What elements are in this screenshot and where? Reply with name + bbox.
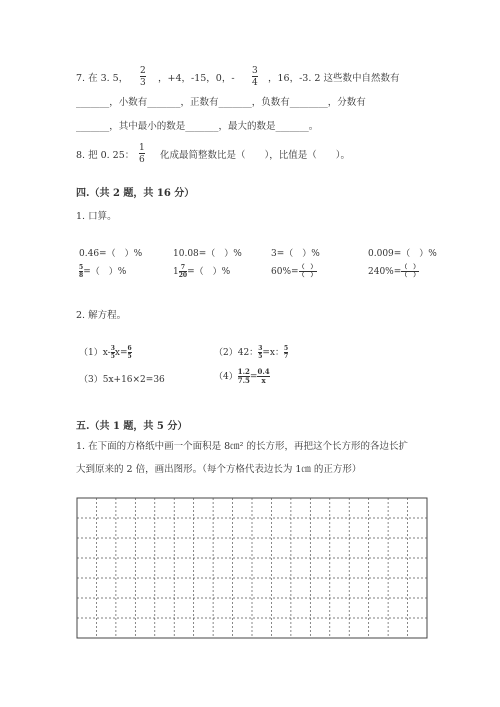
q7-fraction-two-thirds	[140, 66, 146, 88]
calc-prefix: 240%=	[368, 267, 402, 277]
fraction	[284, 345, 288, 360]
fraction-numerator: 3	[110, 345, 115, 352]
fraction-denominator: 5	[258, 353, 263, 360]
oral-calc-r2c2	[173, 264, 230, 279]
fraction-numerator: 7	[180, 264, 185, 271]
q5-1-line1: 1. 在下面的方格纸中画一个面积是 8㎝² 的长方形，再把这个长方形的各边长扩	[76, 441, 408, 452]
equation-prefix: （2）42：	[214, 348, 259, 358]
fraction-numerator: 0.4	[257, 367, 270, 376]
q4-2-title: 2. 解方程。	[76, 310, 127, 321]
equation-2	[214, 345, 288, 360]
calc-prefix: 60%=	[271, 267, 299, 277]
fraction-numerator: 6	[127, 345, 132, 352]
q7-line3: _______，其中最小的数是_______，最大的数是_______。	[76, 121, 319, 132]
equation-mid: =x：	[262, 348, 284, 358]
q7-line1-mid: ，+4，-15，0，-	[158, 73, 235, 84]
equation-prefix: （4）	[214, 372, 238, 382]
q7-line2: _______，小数有_______，正数有_______，负数有________，分数有	[76, 97, 366, 108]
q5-1-line2: 大到原来的 2 倍，画出图形。（每个方格代表边长为 1㎝ 的正方形）	[76, 464, 362, 475]
fraction-numerator: （ ）	[298, 264, 317, 271]
calc-tail: =（ ）%	[83, 267, 127, 277]
oral-calc-r2c1	[79, 264, 126, 279]
q7-line1-prefix: 7. 在 3. 5，	[76, 73, 129, 84]
fraction-denominator: （ ）	[401, 272, 420, 279]
equation-3: （3）5x+16×2=36	[79, 375, 165, 385]
fraction-denominator: 7	[284, 353, 289, 360]
equation-mid: =	[249, 372, 258, 382]
oral-calc-r1c4: 0.009=（ ）%	[368, 249, 437, 259]
oral-calc-r2c3	[271, 264, 317, 279]
oral-calc-r2c4	[368, 264, 419, 279]
q7-fraction-three-quarters	[252, 66, 258, 88]
mixed-whole: 1	[173, 267, 179, 277]
q8-prefix: 8. 把 0. 25：	[76, 150, 135, 161]
q8-fraction-one-sixth	[139, 143, 145, 165]
fraction-denominator: 5	[110, 353, 115, 360]
fraction-denominator: 7.5	[237, 376, 250, 385]
section-5-heading: 五.（共 1 题，共 5 分）	[76, 421, 188, 432]
section-4-heading: 四.（共 2 题，共 16 分）	[76, 188, 195, 199]
oral-calc-r1c2: 10.08=（ ）%	[173, 249, 242, 259]
fraction-numerator: 3	[258, 345, 263, 352]
fraction	[257, 368, 269, 385]
fraction-denominator: （ ）	[298, 272, 317, 279]
fraction-numerator: 3	[252, 66, 258, 76]
fraction-denominator: x	[261, 376, 266, 385]
fraction-denominator: 3	[140, 78, 146, 88]
equation-prefix: （1）x-	[79, 348, 111, 358]
fraction-denominator: 4	[252, 78, 258, 88]
fraction-numerator: 5	[79, 264, 84, 271]
fraction-denominator: 6	[139, 155, 145, 165]
fraction	[128, 345, 132, 360]
fraction	[179, 264, 187, 279]
fraction-numerator: （ ）	[401, 264, 420, 271]
fraction-numerator: 5	[284, 345, 289, 352]
q4-1-title: 1. 口算。	[76, 211, 117, 222]
oral-calc-r1c1: 0.46=（ ）%	[79, 249, 143, 259]
fraction	[401, 264, 419, 279]
fraction-numerator: 2	[140, 66, 146, 76]
equation-mid: x=	[114, 348, 128, 358]
fraction-denominator: 8	[79, 272, 84, 279]
grid-paper[interactable]	[76, 497, 428, 640]
q7-line1-suffix: ，16，-3. 2 这些数中自然数有	[268, 73, 400, 84]
fraction-numerator: 1	[139, 143, 145, 153]
fraction	[299, 264, 317, 279]
equation-1	[79, 345, 132, 360]
oral-calc-r1c3: 3=（ ）%	[271, 249, 320, 259]
calc-tail: =（ ）%	[187, 267, 231, 277]
fraction-numerator: 1.2	[237, 367, 250, 376]
equation-4	[214, 368, 270, 385]
fraction	[238, 368, 250, 385]
fraction-denominator: 20	[178, 272, 188, 279]
fraction-denominator: 5	[127, 353, 132, 360]
q8-suffix: 化成最简整数比是（ ），比值是（ ）。	[160, 150, 351, 161]
